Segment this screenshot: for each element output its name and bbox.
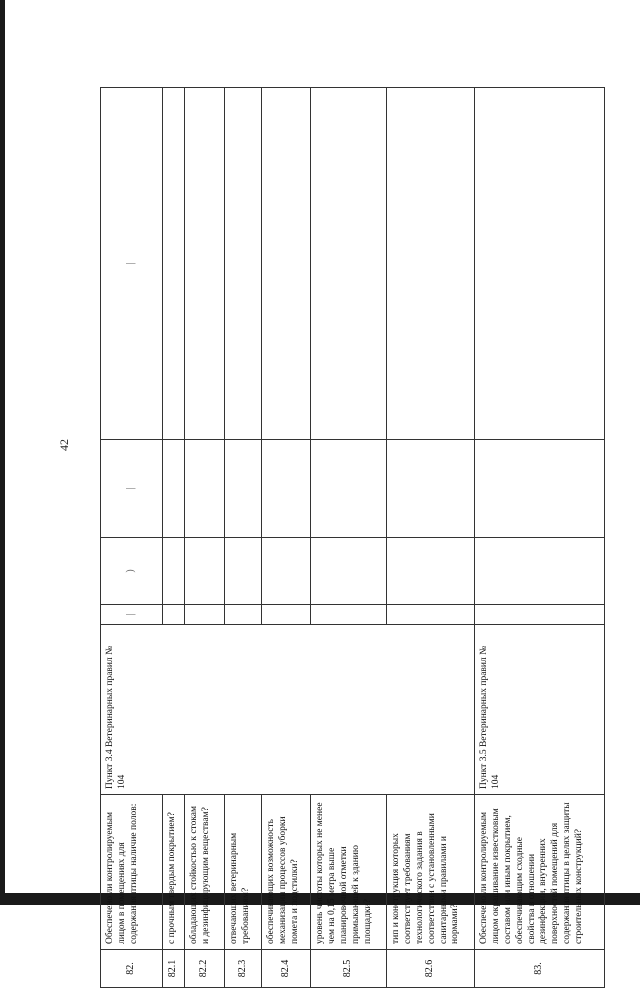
empty-cell — [163, 605, 185, 625]
table-row — [475, 88, 605, 988]
table-row — [262, 88, 311, 988]
empty-cell — [262, 605, 311, 625]
question-text: Обеспечено ли контролируемым лицом окрашивание известковым составом или иным покрытием, обеспечивающим сходные свойства в отношении дезинфекции, внутренних поверхностей помещений для содержания птицы в целях защиты строительных конструкций? — [475, 795, 605, 950]
checklist-table — [100, 87, 605, 988]
empty-cell — [225, 605, 262, 625]
empty-cell — [225, 440, 262, 538]
page-number: 42 — [57, 439, 71, 451]
empty-cell — [311, 605, 387, 625]
legal-reference: Пункт 3.5 Ветеринарных правил № 104 — [475, 625, 605, 795]
table-row — [163, 88, 185, 988]
question-text: обладающих стойкостью к стокам и дезинфицирующим веществам? — [185, 795, 225, 950]
question-text: тип и конструкция которых соответствует требованиям технологического задания в соответствии с установленными санитарными правилами и нормами? — [387, 795, 475, 950]
empty-cell — [311, 88, 387, 440]
empty-cell — [262, 440, 311, 538]
empty-cell — [163, 440, 185, 538]
empty-cell — [185, 440, 225, 538]
empty-cell — [185, 605, 225, 625]
empty-cell — [262, 88, 311, 440]
empty-cell — [387, 88, 475, 440]
row-number: 83. — [475, 950, 605, 988]
scan-border-left — [0, 0, 5, 905]
empty-cell — [475, 88, 605, 440]
question-text: с прочным твердым покрытием? — [163, 795, 185, 950]
row-number: 82.4 — [262, 950, 311, 988]
empty-cell — [311, 538, 387, 605]
table-row — [225, 88, 262, 988]
table-row — [387, 88, 475, 988]
question-text: отвечающих ветеринарным требованиям? — [225, 795, 262, 950]
empty-cell — [225, 88, 262, 440]
column-mark: ) — [101, 538, 163, 605]
legal-reference: Пункт 3.4 Ветеринарных правил № 104 — [101, 625, 475, 795]
row-number: 82. — [101, 950, 163, 988]
column-mark: | — [101, 605, 163, 625]
row-number: 82.1 — [163, 950, 185, 988]
empty-cell — [475, 605, 605, 625]
table-row — [101, 88, 163, 988]
empty-cell — [262, 538, 311, 605]
empty-cell — [387, 440, 475, 538]
empty-cell — [185, 538, 225, 605]
table-row — [185, 88, 225, 988]
column-mark: | — [101, 88, 163, 440]
checklist-table-rotated — [100, 88, 605, 988]
empty-cell — [475, 440, 605, 538]
empty-cell — [225, 538, 262, 605]
question-text: обеспечивающих возможность механизации процессов уборки помета и подстилки? — [262, 795, 311, 950]
empty-cell — [311, 440, 387, 538]
column-mark: | — [101, 440, 163, 538]
empty-cell — [185, 88, 225, 440]
empty-cell — [163, 88, 185, 440]
row-number: 82.5 — [311, 950, 387, 988]
row-number: 82.3 — [225, 950, 262, 988]
empty-cell — [387, 605, 475, 625]
row-number: 82.2 — [185, 950, 225, 988]
table-row — [311, 88, 387, 988]
question-text: Обеспечено ли контролируемым лицом в помещениях для содержания птицы наличие полов: — [101, 795, 163, 950]
empty-cell — [387, 538, 475, 605]
empty-cell — [475, 538, 605, 605]
question-text: уровень чистоты которых не менее чем на 0,15 метра выше планировочной отметки примыкающей к зданию площадки? — [311, 795, 387, 950]
empty-cell — [163, 538, 185, 605]
row-number: 82.6 — [387, 950, 475, 988]
